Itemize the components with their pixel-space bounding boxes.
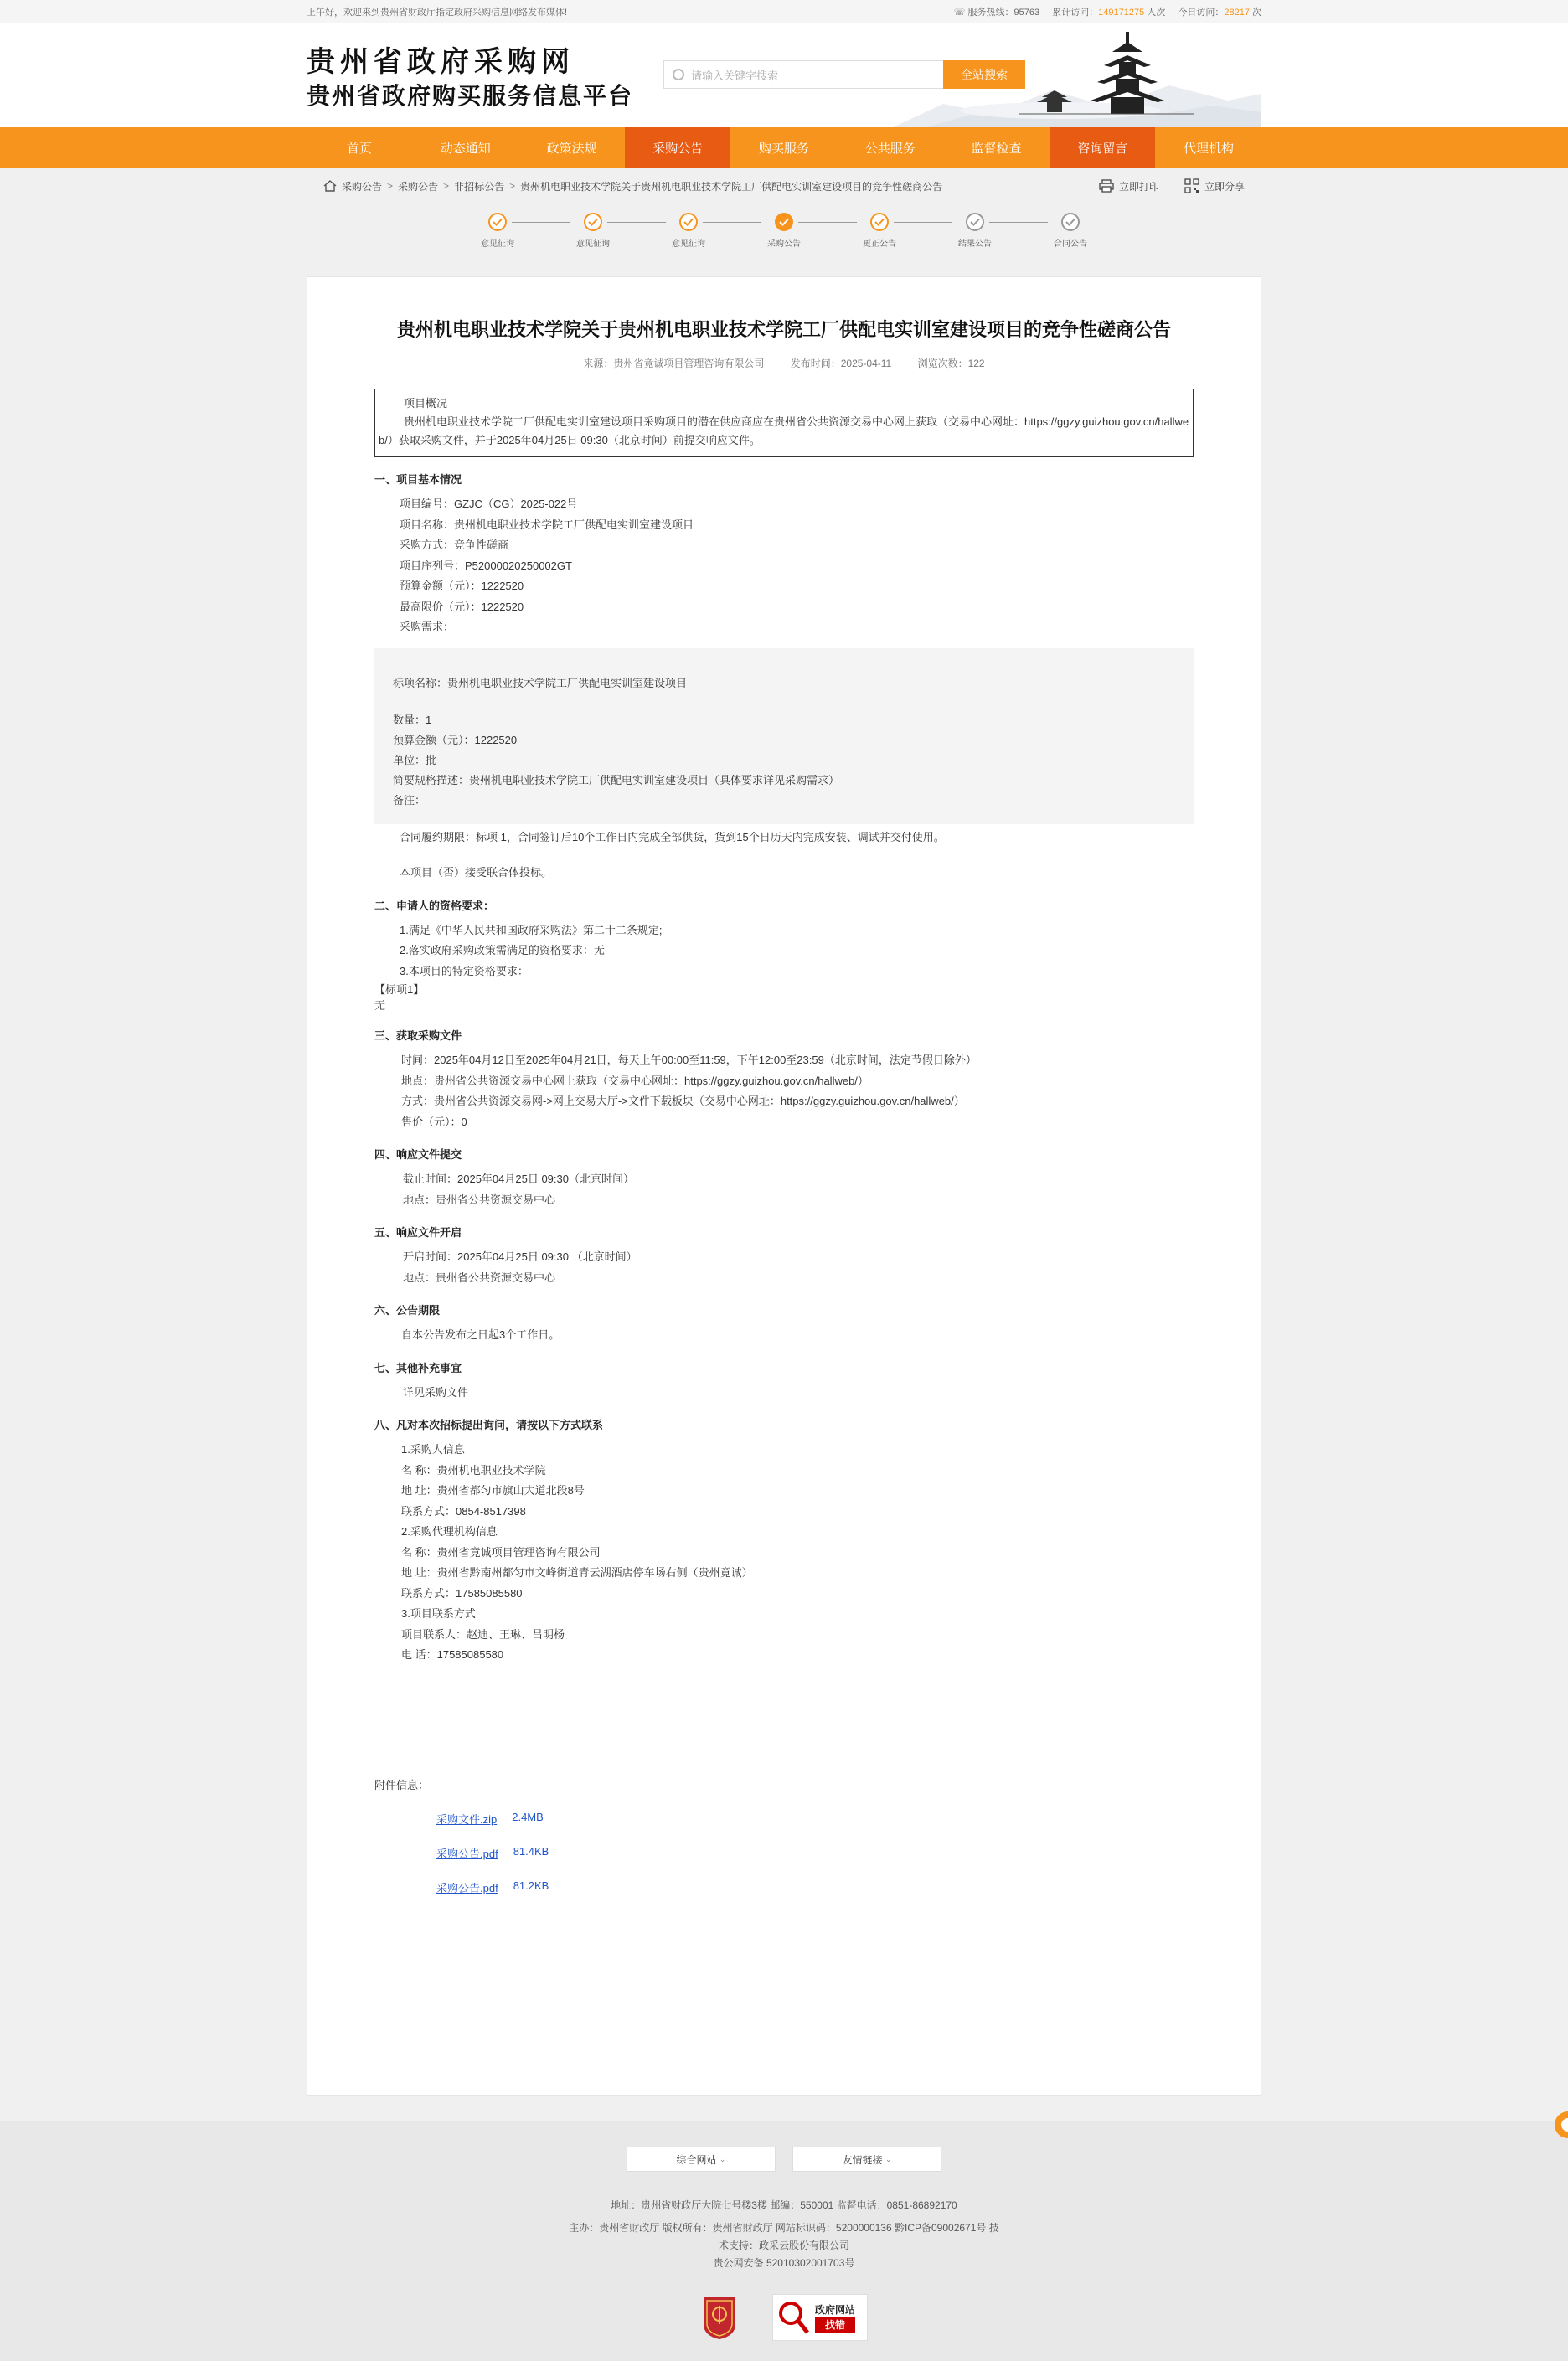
check-icon <box>679 213 698 231</box>
overview-body: 贵州机电职业技术学院工厂供配电实训室建设项目采购项目的潜在供应商应在贵州省公共资源交易中心网上获取（交易中心网址：https://ggzy.guizhou.gov.cn/hallweb/）获取采购文件，并于2025年04月25日 09:30（北京时间）前提交响应文件。 <box>379 415 1189 446</box>
nav-supervision[interactable]: 监督检查 <box>971 141 1022 156</box>
section-heading: 六、公告期限 <box>374 1304 441 1317</box>
footer-dropdown-comprehensive[interactable]: 综合网站 ⌄ <box>627 2147 776 2172</box>
section-heading: 八、凡对本次招标提出询问，请按以下方式联系 <box>374 1419 604 1431</box>
printer-icon <box>1099 179 1114 193</box>
check-icon <box>584 213 602 231</box>
footer-badges <box>0 2294 1568 2341</box>
attachment-item <box>374 1811 1194 1827</box>
article-views: 浏览次数：122 <box>917 358 985 369</box>
today-visits-stat: 今日访问：28217 次 <box>1178 8 1261 18</box>
attachment-link[interactable]: 采购公告.pdf <box>436 1847 498 1860</box>
attachment-item <box>374 1879 1194 1895</box>
chevron-down-icon: ⌄ <box>719 2154 726 2163</box>
nav-public-services[interactable]: 公共服务 <box>864 141 916 156</box>
step-result-notice[interactable]: 结果公告 <box>946 213 1004 249</box>
section-body: 时间：2025年04月12日至2025年04月21日，每天上午00:00至11:59，下午12:00至23:59（北京时间，法定节假日除外） 地点：贵州省公共资源交易中心网上获取（交易中心网址：https://ggzy.guizhou.gov.cn/hallweb/） 方式：贵州省公共资源交易网->网上交易大厅->文件下载板块（交易中心网址：https://ggzy.guizhou.gov.cn/hallweb/） 售价（元）：0 <box>401 1054 977 1128</box>
attachment-size: 2.4MB <box>512 1810 544 1823</box>
footer-dropdown-friend-links[interactable]: 友情链接 ⌄ <box>792 2147 941 2172</box>
lot-qualification-value: 无 <box>374 999 386 1012</box>
site-stats <box>944 5 1261 18</box>
top-bar <box>0 0 1568 23</box>
section-heading: 一、项目基本情况 <box>374 473 462 486</box>
article-date: 发布时间：2025-04-11 <box>790 358 892 369</box>
attachment-link[interactable]: 采购文件.zip <box>436 1812 498 1826</box>
nav-agencies[interactable]: 代理机构 <box>1183 141 1234 156</box>
site-logo[interactable] <box>307 44 633 112</box>
home-icon[interactable] <box>323 180 337 192</box>
overview-heading: 项目概况 <box>404 397 448 410</box>
site-subtitle: 贵州省政府购买服务信息平台 <box>307 83 634 109</box>
gov-site-error-report-badge[interactable]: 政府网站 找错 <box>772 2294 868 2341</box>
lot-name: 标项名称：贵州机电职业技术学院工厂供配电实训室建设项目 <box>393 676 688 689</box>
check-icon <box>966 213 984 231</box>
attachment-size: 81.2KB <box>513 1879 549 1892</box>
section-heading: 七、其他补充事宜 <box>374 1361 462 1374</box>
section-body: 开启时间：2025年04月25日 09:30 （北京时间） 地点：贵州省公共资源交易中心 <box>403 1250 637 1284</box>
nav-consult[interactable]: 咨询留言 <box>1050 127 1155 168</box>
party-emblem-icon[interactable] <box>700 2294 739 2341</box>
nav-purchase-services[interactable]: 购买服务 <box>758 141 809 156</box>
section-body: 详见采购文件 <box>403 1385 469 1399</box>
step-consultation-2[interactable]: 意见征询 <box>564 213 622 249</box>
magnifier-icon <box>776 2299 810 2336</box>
pagoda-scenery-illustration <box>893 23 1261 127</box>
footer-info <box>0 2197 1568 2272</box>
site-title: 贵州省政府采购网 <box>307 46 575 78</box>
breadcrumb-item[interactable]: 采购公告 <box>398 180 439 193</box>
attachment-link[interactable]: 采购公告.pdf <box>436 1881 498 1894</box>
search-button[interactable]: 全站搜索 <box>943 60 1025 89</box>
footer-tech-support: 术支持：政采云股份有限公司 <box>718 2240 849 2251</box>
site-footer <box>0 2121 1568 2361</box>
attachment-size: 81.4KB <box>513 1844 549 1858</box>
breadcrumb-current: 贵州机电职业技术学院关于贵州机电职业技术学院工厂供配电实训室建设项目的竞争性磋商公告 <box>520 180 943 193</box>
search-icon <box>673 69 684 80</box>
section-body: 自本公告发布之日起3个工作日。 <box>401 1328 560 1341</box>
search-placeholder: 请输入关键字搜索 <box>691 69 779 82</box>
step-procurement-notice[interactable]: 采购公告 <box>755 213 813 249</box>
section-heading: 四、响应文件提交 <box>374 1148 462 1161</box>
step-contract-notice[interactable]: 合同公告 <box>1041 213 1100 249</box>
nav-notices[interactable]: 动态通知 <box>440 141 491 156</box>
section-heading: 五、响应文件开启 <box>374 1226 462 1239</box>
project-overview-box <box>374 389 1194 457</box>
step-consultation-1[interactable]: 意见征询 <box>468 213 527 249</box>
footer-links <box>0 2147 1568 2172</box>
print-button[interactable]: 立即打印 <box>1099 179 1159 193</box>
section-body: 截止时间：2025年04月25日 09:30（北京时间） 地点：贵州省公共资源交易中心 <box>403 1173 634 1206</box>
nav-policies[interactable]: 政策法规 <box>546 141 597 156</box>
check-icon <box>488 213 507 231</box>
lot-note: 备注： <box>393 793 426 807</box>
page-title: 贵州机电职业技术学院关于贵州机电职业技术学院工厂供配电实训室建设项目的竞争性磋商公告 <box>396 319 1171 340</box>
footer-police-record: 贵公网安备 52010302001703号 <box>713 2257 855 2269</box>
section-body: 项目编号：GZJC（CG）2025-022号 项目名称：贵州机电职业技术学院工厂供配电实训室建设项目 采购方式：竞争性磋商 项目序列号：P52000020250002GT 预算金额（元）：1222520 最高限价（元）：1222520 采购需求： <box>400 497 694 633</box>
lot-spec: 简要规格描述：贵州机电职业技术学院工厂供配电实训室建设项目（具体要求详见采购需求） <box>393 773 840 786</box>
section-body: 1.采购人信息 名 称：贵州机电职业技术学院 地 址：贵州省都匀市旗山大道北段8号 联系方式：0854-8517398 2.采购代理机构信息 名 称：贵州省竟诚项目管理咨询有限公司 地 址：贵州省黔南州都匀市文峰街道青云湖酒店停车场右侧（贵州竟诚） 联系方式：17585085580 3.项目联系方式 项目联系人：赵迪、王琳、吕明杨 电 话：17585085580 <box>401 1443 753 1661</box>
footer-host: 主办：贵州省财政厅 版权所有：贵州省财政厅 网站标识码：5200000136 黔ICP备09002671号 技 <box>569 2222 999 2234</box>
check-icon <box>775 213 793 231</box>
contract-period: 合同履约期限：标项 1，合同签订后10个工作日内完成全部供货，货到15个日历天内完成安装、调试并交付使用。 <box>400 830 945 843</box>
notice-article <box>307 276 1261 2096</box>
lot-details-box <box>374 648 1194 824</box>
footer-address: 地址：贵州省财政厅大院七号楼3楼 邮编：550001 监督电话：0851-86892170 <box>611 2199 957 2211</box>
breadcrumb: 采购公告 > 采购公告 > 非招标公告 > 贵州机电职业技术学院关于贵州机电职业技术学院工厂供配电实训室建设项目的竞争性磋商公告 <box>307 179 942 193</box>
main-nav <box>0 127 1568 168</box>
nav-procurement-notices[interactable]: 采购公告 <box>625 127 730 168</box>
qr-code-icon <box>1184 178 1199 193</box>
site-header <box>0 23 1568 127</box>
step-consultation-3[interactable]: 意见征询 <box>659 213 718 249</box>
breadcrumb-item[interactable]: 采购公告 <box>342 180 383 193</box>
greeting-text: 上午好，欢迎来到贵州省财政厅指定政府采购信息网络发布媒体! <box>307 8 568 18</box>
check-icon <box>1061 213 1080 231</box>
breadcrumb-bar <box>0 168 1568 204</box>
step-correction-notice[interactable]: 更正公告 <box>850 213 909 249</box>
attachments-heading: 附件信息： <box>374 1778 430 1791</box>
total-visits-stat: 累计访问：149171275 人次 <box>1052 8 1166 18</box>
nav-home[interactable]: 首页 <box>346 141 372 156</box>
section-heading: 三、获取采购文件 <box>374 1029 462 1042</box>
share-button[interactable]: 立即分享 <box>1184 178 1245 193</box>
check-icon <box>870 213 889 231</box>
chevron-down-icon: ⌄ <box>885 2154 892 2163</box>
section-body: 1.满足《中华人民共和国政府采购法》第二十二条规定; 2.落实政府采购政策需满足的资格要求：无 3.本项目的特定资格要求： <box>400 923 663 977</box>
section-heading: 二、申请人的资格要求： <box>374 899 495 912</box>
hotline-stat: ☏ 服务热线：95763 <box>953 8 1040 18</box>
lot-qualification-label: 【标项1】 <box>374 983 425 996</box>
page-tools <box>1074 178 1261 193</box>
lot-unit: 单位：批 <box>393 753 437 766</box>
attachment-item <box>374 1845 1194 1861</box>
lot-quantity: 数量：1 <box>393 713 432 726</box>
breadcrumb-item[interactable]: 非招标公告 <box>454 180 505 193</box>
procurement-progress <box>0 204 1568 276</box>
article-source: 来源：贵州省竟诚项目管理咨询有限公司 <box>583 358 765 369</box>
consortium-note: 本项目（否）接受联合体投标。 <box>400 866 553 879</box>
article-meta <box>374 356 1194 370</box>
float-service-icon[interactable] <box>1553 2111 1568 2139</box>
lot-budget: 预算金额（元）：1222520 <box>393 733 518 746</box>
